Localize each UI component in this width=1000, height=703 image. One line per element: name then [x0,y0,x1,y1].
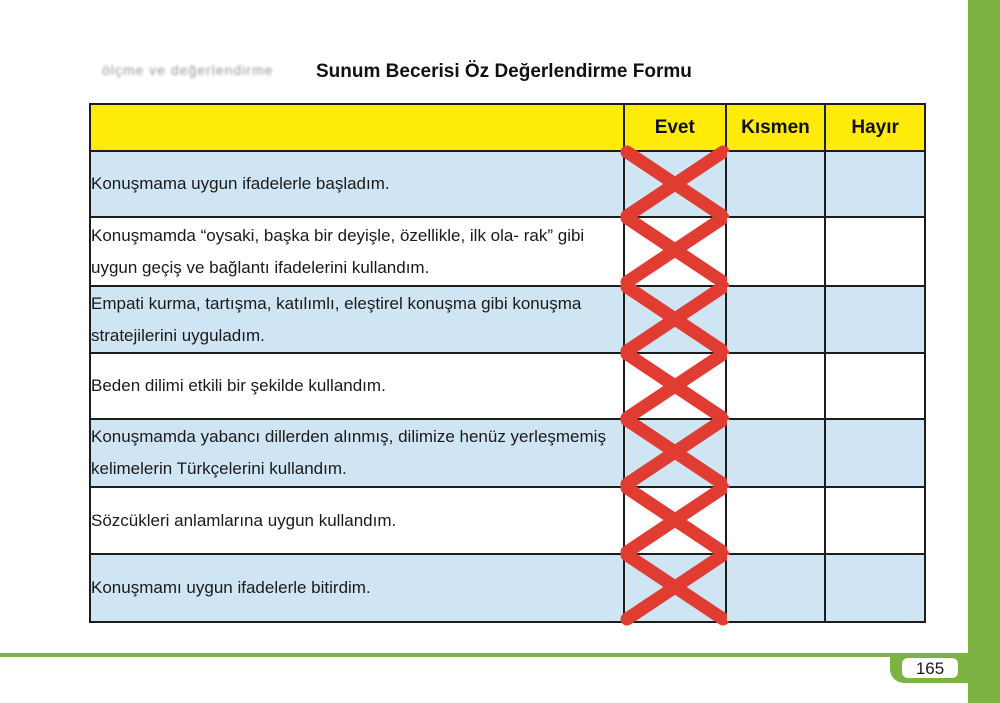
red-x-mark-icon [619,346,731,426]
evet-cell[interactable] [624,554,726,622]
hayir-cell[interactable] [825,353,925,419]
table-row [90,419,925,487]
evet-cell[interactable] [624,217,726,286]
green-side-bar [968,0,1000,703]
red-x-mark-icon [619,480,731,560]
form-header [98,60,798,84]
kismen-cell[interactable] [726,419,826,487]
table-row [90,286,925,353]
statement-cell: Konuşmamda “oysaki, başka bir deyişle, özellikle, ilk ola- rak” gibi uygun geçiş ve bağlantı ifadelerini kullandım. [90,217,624,286]
hayir-cell[interactable] [825,217,925,286]
evet-cell[interactable] [624,487,726,554]
hayir-cell[interactable] [825,419,925,487]
column-header-kismen: Kısmen [726,104,826,151]
kismen-cell[interactable] [726,487,826,554]
statement-column-header [90,104,624,151]
table-row [90,151,925,217]
evet-cell[interactable] [624,286,726,353]
column-header-evet: Evet [624,104,726,151]
evet-cell[interactable] [624,419,726,487]
red-x-mark-icon [619,279,731,359]
table-row [90,487,925,554]
red-x-mark-icon [619,144,731,224]
kismen-cell[interactable] [726,151,826,217]
hayir-cell[interactable] [825,487,925,554]
red-x-mark-icon [619,412,731,492]
self-assessment-table [89,103,926,623]
hayir-cell[interactable] [825,286,925,353]
green-bottom-line [0,653,968,657]
hayir-cell[interactable] [825,554,925,622]
section-label: ölçme ve değerlendirme [102,62,274,78]
statement-cell: Empati kurma, tartışma, katılımlı, eleştirel konuşma gibi konuşma stratejilerini uyguladım. [90,286,624,353]
evet-cell[interactable] [624,151,726,217]
red-x-mark-icon [619,210,731,290]
kismen-cell[interactable] [726,217,826,286]
page-title: Sunum Becerisi Öz Değerlendirme Formu [316,61,692,82]
table-header-row [90,104,925,151]
statement-cell: Sözcükleri anlamlarına uygun kullandım. [90,487,624,554]
table-row [90,353,925,419]
hayir-cell[interactable] [825,151,925,217]
kismen-cell[interactable] [726,353,826,419]
statement-cell: Beden dilimi etkili bir şekilde kullandım. [90,353,624,419]
table-row [90,554,925,622]
kismen-cell[interactable] [726,286,826,353]
statement-cell: Konuşmamı uygun ifadelerle bitirdim. [90,554,624,622]
table-row [90,217,925,286]
red-x-mark-icon [619,547,731,627]
evet-cell[interactable] [624,353,726,419]
page-number: 165 [902,658,958,678]
column-header-hayir: Hayır [825,104,925,151]
statement-cell: Konuşmama uygun ifadelerle başladım. [90,151,624,217]
kismen-cell[interactable] [726,554,826,622]
statement-cell: Konuşmamda yabancı dillerden alınmış, dilimize henüz yerleşmemiş kelimelerin Türkçelerini kullandım. [90,419,624,487]
